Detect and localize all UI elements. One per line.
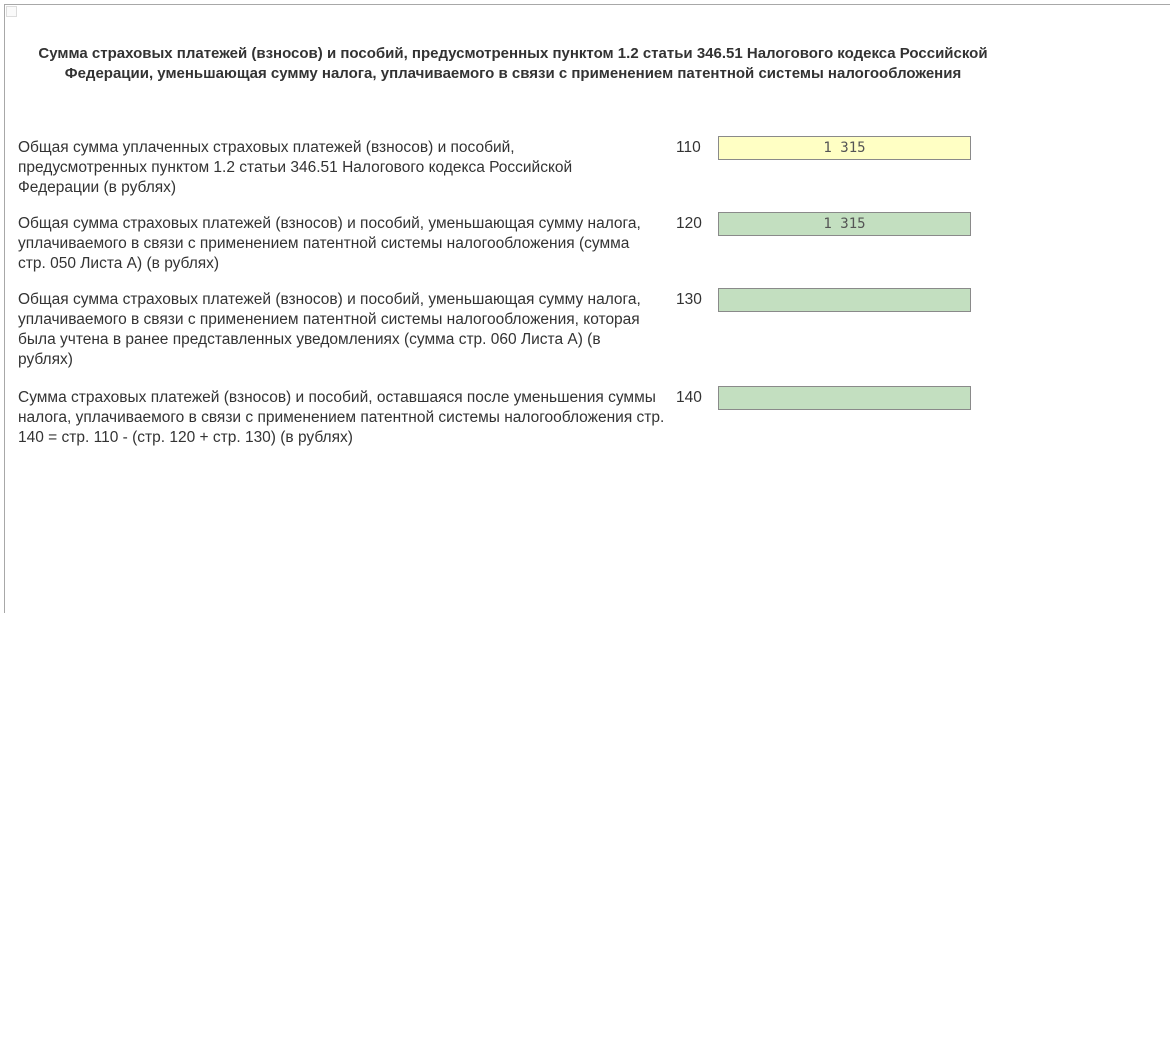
row-120-field[interactable]: 1 315 xyxy=(718,212,971,236)
row-130-field[interactable] xyxy=(718,288,971,312)
row-140-field[interactable] xyxy=(718,386,971,410)
row-130-label: Общая сумма страховых платежей (взносов) и пособий, уменьшающая сумму налога, уплачиваемого в связи с применением патентной системы налогообложения, которая была учтена в ранее представленных уведомлениях (сумма стр. 060 Листа А) (в рублях) xyxy=(18,291,641,368)
row-120-code: 120 xyxy=(676,215,702,232)
row-120-label: Общая сумма страховых платежей (взносов) и пособий, уменьшающая сумму налога, уплачиваемого в связи с применением патентной системы налогообложения (сумма стр. 050 Листа А) (в рублях) xyxy=(18,215,641,272)
corner-handle-icon xyxy=(6,6,17,17)
form-title: Сумма страховых платежей (взносов) и пособий, предусмотренных пунктом 1.2 статьи 346.51 Налогового кодекса Российской Федерации, уменьшающая сумму налога, уплачиваемого в связи с применением патентной системы налогообложения xyxy=(38,45,988,82)
row-140-label: Сумма страховых платежей (взносов) и пособий, оставшаяся после уменьшения суммы налога, уплачиваемого в связи с применением патентной системы налогообложения стр. 140 = стр. 110 - (стр. 120 + стр. 130) (в рублях) xyxy=(18,389,665,446)
row-130-code: 130 xyxy=(676,291,702,308)
row-110-input[interactable]: 1 315 xyxy=(718,136,971,160)
row-110-code: 110 xyxy=(676,139,701,156)
row-110-label: Общая сумма уплаченных страховых платежей (взносов) и пособий, предусмотренных пунктом 1.2 статьи 346.51 Налогового кодекса Российской Федерации (в рублях) xyxy=(18,139,573,196)
row-140-code: 140 xyxy=(676,389,702,406)
